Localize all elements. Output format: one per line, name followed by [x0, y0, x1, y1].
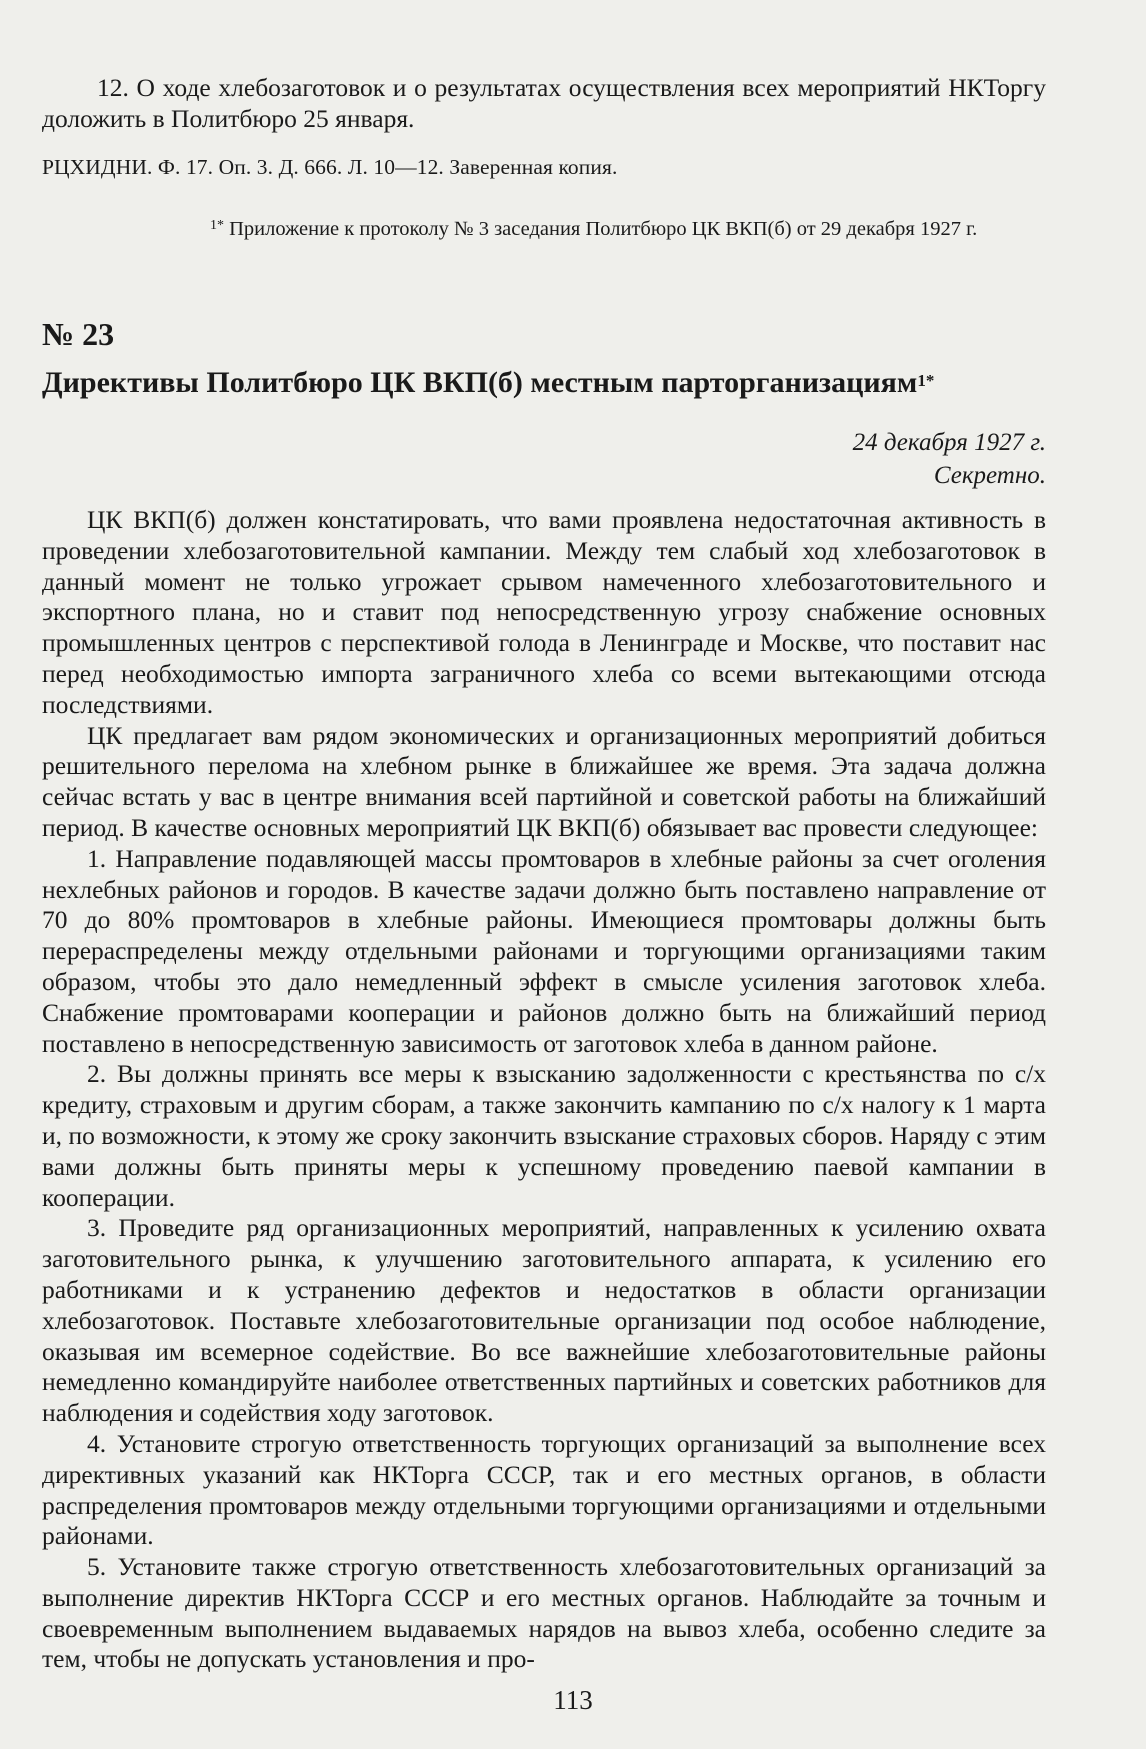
classification-mark: Секретно.: [933, 462, 1046, 489]
document-title-footnote-mark: 1*: [917, 371, 935, 390]
document-date: 24 декабря 1927 г.: [852, 429, 1046, 456]
intro-paragraph: 12. О ходе хлебозаготовок и о результатах осуществления всех мероприятий НКТоргу доложить в Политбюро 25 января.: [42, 73, 1046, 133]
document-number: № 23: [42, 316, 115, 352]
paragraph-item-2: 2. Вы должны принять все меры к взысканию задолженности с крестьянства по с/х кредиту, страховым и другим сборам, а также закончить кампанию по с/х налогу к 1 марта и, по возможности, к этому же сроку закончить взыскание страховых сборов. Наряду с этим вами должны быть приняты меры к успешному проведению паевой кампании в кооперации.: [42, 1059, 1046, 1212]
document-title-text: Директивы Политбюро ЦК ВКП(б) местным парторганизациям: [42, 366, 918, 399]
archive-source-reference: РЦХИДНИ. Ф. 17. Оп. 3. Д. 666. Л. 10—12. Заверенная копия.: [42, 155, 618, 179]
paragraph-2: ЦК предлагает вам рядом экономических и организационных мероприятий добиться решительного перелома на хлебном рынке в ближайшее же время. Эта задача должна сейчас встать у вас в центре внимания всей партийной и советской работы на ближайший период. В качестве основных мероприятий ЦК ВКП(б) обязывает вас провести следующее:: [42, 720, 1046, 842]
paragraph-1: ЦК ВКП(б) должен констатировать, что вами проявлена недостаточная активность в проведении хлебозаготовительной кампании. Между тем слабый ход хлебозаготовок в данный момент не только угрожает срывом намеченного хлебозаготовительного и экспортного плана, но и ставит под непосредственную угрозу снабжение основных промышленных центров с перспективой голода в Ленинграде и Москве, что поставит нас перед необходимостью импорта заграничного хлеба со всеми вытекающими отсюда последствиями.: [42, 505, 1046, 719]
footnote-mark: 1*: [210, 218, 224, 233]
paragraph-item-4: 4. Установите строгую ответственность торгующих организаций за выполнение всех директивных указаний как НКТорга СССР, так и его местных органов, в области распределения промтоваров между отдельными торгующими организациями и отдельными районами.: [42, 1428, 1046, 1551]
footnote: [42, 214, 1146, 244]
paragraph-item-3: 3. Проведите ряд организационных мероприятий, направленных к усилению охвата заготовительного рынка, к улучшению заготовительного аппарата, к усилению его работниками и к устранению дефектов и недостатков в области организации хлебозаготовок. Поставьте хлебозаготовительные организации под особое наблюдение, оказывая им всемерное содействие. Во все важнейшие хлебозаготовительные районы немедленно командируйте наиболее ответственных партийных и советских работников для наблюдения и содействия ходу заготовок.: [42, 1213, 1046, 1428]
paragraph-item-1: 1. Направление подавляющей массы промтоваров в хлебные районы за счет оголения нехлебных районов и городов. В качестве задачи должно быть поставлено направление от 70 до 80% промтоваров в хлебные районы. Имеющиеся промтовары должны быть перераспределены между отдельными районами и торгующими организациями таким образом, чтобы это дало немедленный эффект в смысле усиления заготовок хлеба. Снабжение промтоварами кооперации и районов должно быть на ближайший период поставлено в непосредственную зависимость от заготовок хлеба в данном районе.: [42, 843, 1046, 1058]
footnote-text: Приложение к протоколу № 3 заседания Политбюро ЦК ВКП(б) от 29 декабря 1927 г.: [224, 218, 978, 240]
document-body: [42, 505, 1046, 1675]
page-number: 113: [553, 1685, 593, 1715]
paragraph-item-5: 5. Установите также строгую ответственность хлебозаготовительных организаций за выполнение директив НКТорга СССР и его местных органов. Наблюдайте за точным и своевременным выполнением выдаваемых нарядов на вывоз хлеба, особенно следите за тем, чтобы не допускать установления и про-: [42, 1552, 1046, 1674]
document-title: [42, 363, 1046, 403]
